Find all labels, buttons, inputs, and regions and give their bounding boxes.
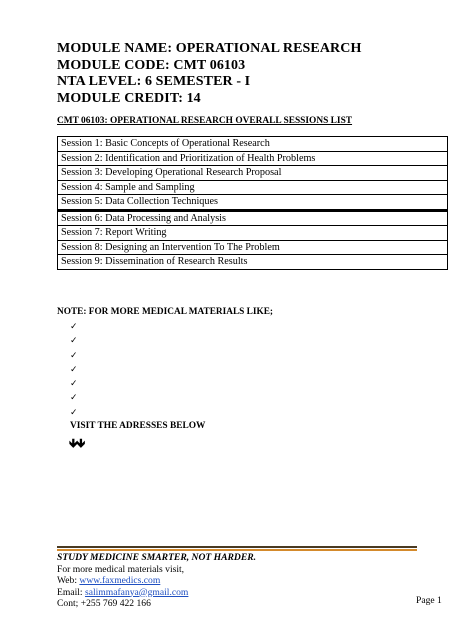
- session-cell: Session 8: Designing an Intervention To The Problem: [58, 240, 448, 255]
- footer-line: For more medical materials visit,: [57, 563, 185, 575]
- sessions-table: [57, 136, 448, 270]
- checkmark-icon: ✓: [70, 393, 78, 404]
- footer-rule-dark: [57, 546, 417, 548]
- email-link[interactable]: salimmafanya@gmail.com: [84, 586, 189, 598]
- session-cell: Session 2: Identification and Prioritization of Health Problems: [58, 151, 448, 166]
- table-row: [58, 226, 448, 241]
- down-arrows-icon: 🡻🡻: [69, 436, 85, 450]
- nta-level: NTA LEVEL: 6 SEMESTER - I: [57, 74, 251, 89]
- session-cell: Session 3: Developing Operational Research Proposal: [58, 166, 448, 181]
- module-header: [57, 41, 457, 107]
- checkmark-icon: ✓: [70, 336, 78, 347]
- note-heading: NOTE: FOR MORE MEDICAL MATERIALS LIKE;: [57, 307, 273, 317]
- footer-email: [57, 587, 256, 599]
- table-row: [58, 137, 448, 152]
- sessions-list-title: CMT 06103: OPERATIONAL RESEARCH OVERALL SESSIONS LIST: [57, 116, 353, 126]
- web-link[interactable]: www.faxmedics.com: [79, 575, 161, 586]
- checkmark-icon: ✓: [70, 322, 78, 332]
- module-credit: MODULE CREDIT: 14: [57, 90, 201, 106]
- session-cell: Session 1: Basic Concepts of Operational Research: [58, 137, 448, 152]
- page-footer: [57, 552, 256, 610]
- table-row: [58, 195, 448, 211]
- session-cell: Session 7: Report Writing: [58, 226, 448, 241]
- email-label: Email:: [57, 586, 85, 598]
- web-label: Web:: [57, 575, 80, 586]
- module-name: MODULE NAME: OPERATIONAL RESEARCH: [57, 41, 362, 56]
- page-number: Page 1: [416, 595, 442, 606]
- table-row: [58, 240, 448, 255]
- table-row: [58, 151, 448, 166]
- checkmark-icon: ✓: [70, 407, 78, 418]
- footer-rule-orange: [57, 549, 417, 551]
- session-cell: Session 6: Data Processing and Analysis: [58, 210, 448, 226]
- footer-slogan: STUDY MEDICINE SMARTER, NOT HARDER.: [57, 552, 257, 563]
- session-cell: Session 4: Sample and Sampling: [58, 180, 448, 195]
- footer-contact: Cont; +255 769 422 166: [57, 598, 151, 609]
- table-row: [58, 166, 448, 181]
- session-cell: Session 9: Dissemination of Research Results: [58, 255, 448, 270]
- checkmark-icon: ✓: [70, 350, 78, 361]
- module-code: MODULE CODE: CMT 06103: [57, 57, 246, 73]
- table-row: [58, 255, 448, 270]
- table-row: [58, 180, 448, 195]
- checkmark-icon: ✓: [70, 379, 78, 390]
- checkmark-icon: ✓: [70, 364, 78, 375]
- table-row: [58, 210, 448, 226]
- footer-web: [57, 575, 256, 587]
- checkmark-list: [70, 320, 78, 420]
- session-cell: Session 5: Data Collection Techniques: [58, 195, 448, 211]
- visit-addresses-text: VISIT THE ADRESSES BELOW: [70, 421, 206, 431]
